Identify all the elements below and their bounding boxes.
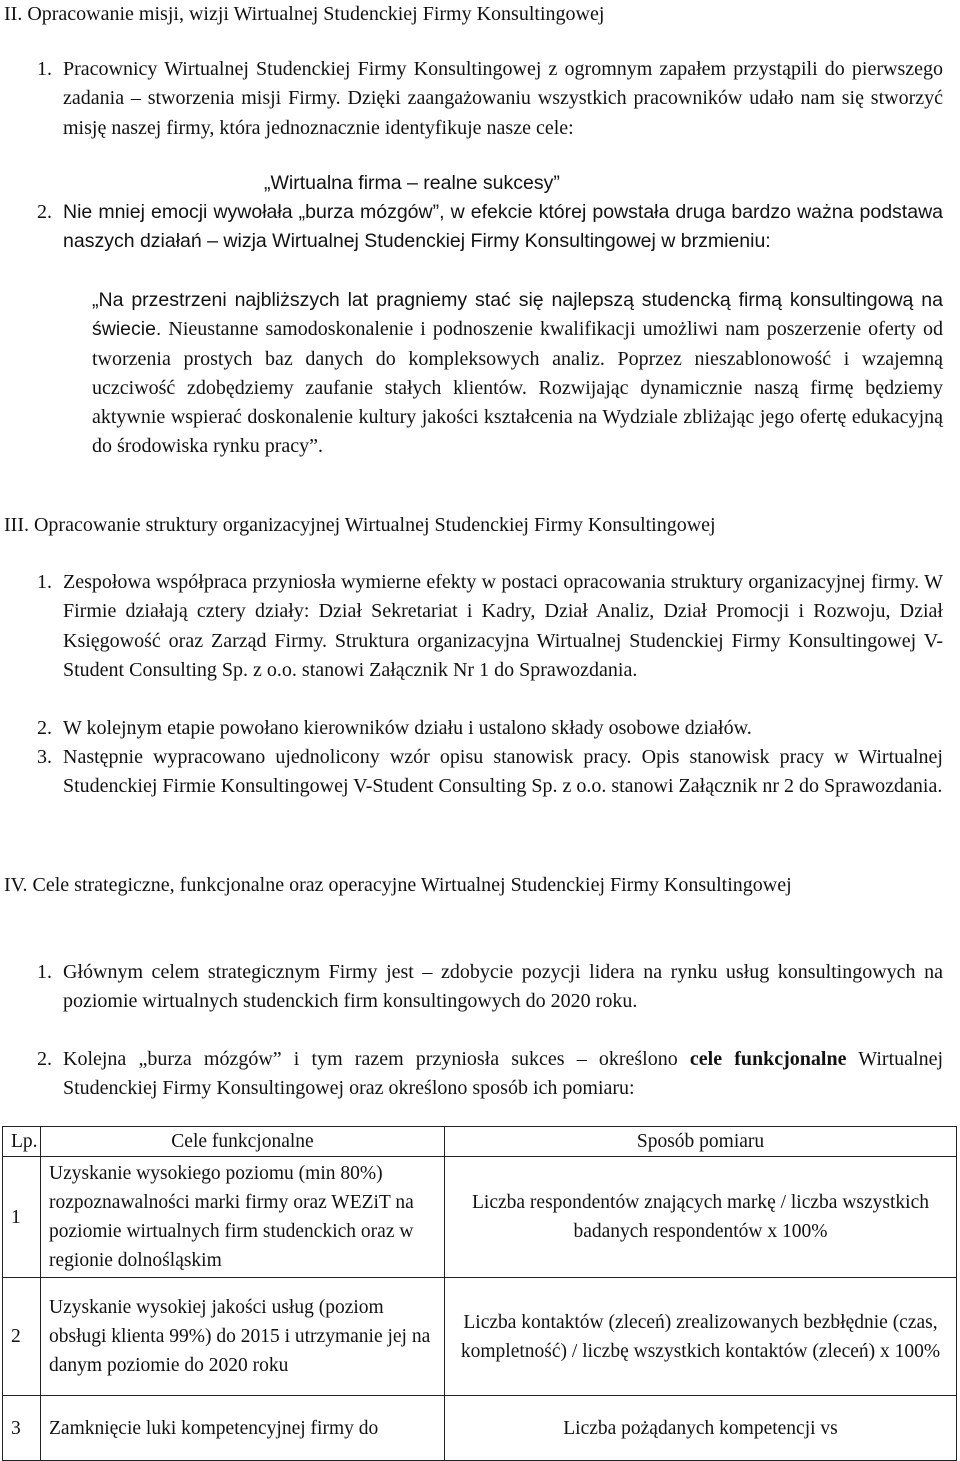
table-header-goals: Cele funkcjonalne bbox=[41, 1127, 445, 1157]
functional-goals-text-b: Wirtualnej Studenckiej Firmy Konsultingowej oraz określono sposób ich pomiaru: bbox=[63, 1048, 944, 1100]
table-header-measure: Sposób pomiaru bbox=[445, 1127, 957, 1157]
functional-goals-table bbox=[2, 1126, 957, 1461]
vision-quote-part-b: Nieustanne samodoskonalenie i podnoszenie kwalifikacji umożliwi nam poszerzenie oferty od tworzenia prostych baz danych do kompleksowych analiz. Poprzez nieszablonowość i wzajemną uczciwość zdobędziemy zaufanie stałych klientów. Rozwijając dynamicznie naszą firmę będziemy aktywnie wspierać doskonalenie kultury jakości kształcenia na Wydziale zbliżając jego ofertę edukacyjną do środowiska rynku pracy”. bbox=[92, 318, 943, 458]
job-description-paragraph: Następnie wypracowano ujednolicony wzór opisu stanowisk pracy. Opis stanowisk pracy w Wirtualnej Studenckiej Firmie Konsultingowej V-Student Consulting Sp. z o.o. stanowi Załącznik nr 2 do Sprawozdania. bbox=[63, 746, 943, 798]
vision-quote bbox=[92, 286, 943, 462]
mission-quote: „Wirtualna firma – realne sukcesy” bbox=[264, 172, 560, 194]
table-cell-lp: 1 bbox=[3, 1157, 41, 1278]
table-cell-measure: Liczba respondentów znających markę / liczba wszystkich badanych respondentów x 100% bbox=[445, 1157, 957, 1278]
table-cell-measure: Liczba pożądanych kompetencji vs bbox=[445, 1396, 957, 1461]
item-number: 3. bbox=[37, 746, 52, 768]
item-number: 2. bbox=[37, 201, 52, 223]
structure-paragraph: Zespołowa współpraca przyniosła wymierne efekty w postaci opracowania struktury organizacyjnej firmy. W Firmie działają cztery działy: Dział Sekretariat i Kadry, Dział Analiz, Dział Promocji i Rozwoju, Dział Księgowość oraz Zarząd Firmy. Struktura organizacyjna Wirtualnej Studenckiej Firmy Konsultingowej V-Student Consulting Sp. z o.o. stanowi Załącznik Nr 1 do Sprawozdania. bbox=[63, 571, 943, 681]
item-number: 1. bbox=[37, 961, 52, 983]
item-number: 2. bbox=[37, 1048, 52, 1070]
table-cell-lp: 3 bbox=[3, 1396, 41, 1461]
table-row bbox=[3, 1396, 957, 1461]
table-cell-goal: Zamknięcie luki kompetencyjnej firmy do bbox=[41, 1396, 445, 1461]
table-header-row bbox=[3, 1127, 957, 1157]
vision-intro-paragraph: Nie mniej emocji wywołała „burza mózgów”, w efekcie której powstała druga bardzo ważna podstawa naszych działań – wizja Wirtualnej Studenckiej Firmy Konsultingowej w brzmieniu: bbox=[63, 201, 943, 253]
item-number: 2. bbox=[37, 717, 52, 739]
table-cell-lp: 2 bbox=[3, 1278, 41, 1396]
functional-goals-paragraph bbox=[63, 1045, 943, 1104]
item-number: 1. bbox=[37, 571, 52, 593]
table-row bbox=[3, 1278, 957, 1396]
table-row bbox=[3, 1157, 957, 1278]
functional-goals-bold: cele funkcjonalne bbox=[689, 1048, 847, 1070]
table-header-lp: Lp. bbox=[3, 1127, 41, 1157]
table-cell-measure: Liczba kontaktów (zleceń) zrealizowanych bezbłędnie (czas, kompletność) / liczbę wszystkich kontaktów (zleceń) x 100% bbox=[445, 1278, 957, 1396]
functional-goals-text-a: Kolejna „burza mózgów” i tym razem przyniosła sukces – określono bbox=[63, 1048, 690, 1070]
section-heading-ii: II. Opracowanie misji, wizji Wirtualnej Studenckiej Firmy Konsultingowej bbox=[4, 3, 605, 25]
mission-paragraph: Pracownicy Wirtualnej Studenckiej Firmy Konsultingowej z ogromnym zapałem przystąpili do pierwszego zadania – stworzenia misji Firmy. Dzięki zaangażowaniu wszystkich pracowników udało nam się stworzyć misję naszej firmy, która jednoznacznie identyfikuje nasze cele: bbox=[63, 58, 943, 139]
section-heading-iv: IV. Cele strategiczne, funkcjonalne oraz operacyjne Wirtualnej Studenckiej Firmy Konsultingowej bbox=[4, 874, 792, 896]
strategic-goal-paragraph: Głównym celem strategicznym Firmy jest – zdobycie pozycji lidera na rynku usług konsultingowych na poziomie wirtualnych studenckich firm konsultingowych do 2020 roku. bbox=[63, 961, 943, 1013]
managers-paragraph: W kolejnym etapie powołano kierowników działu i ustalono składy osobowe działów. bbox=[63, 717, 752, 739]
table-cell-goal: Uzyskanie wysokiej jakości usług (poziom obsługi klienta 99%) do 2015 i utrzymanie jej na danym poziomie do 2020 roku bbox=[41, 1278, 445, 1396]
item-number: 1. bbox=[37, 58, 52, 80]
section-heading-iii: III. Opracowanie struktury organizacyjnej Wirtualnej Studenckiej Firmy Konsultingowej bbox=[4, 514, 716, 536]
table-cell-goal: Uzyskanie wysokiego poziomu (min 80%) rozpoznawalności marki firmy oraz WEZiT na poziomie wirtualnych firm studenckich oraz w regionie dolnośląskim bbox=[41, 1157, 445, 1278]
vision-quote-part-a: „Na przestrzeni najbliższych lat pragniemy stać się najlepszą studencką firmą konsultingową na świecie. bbox=[92, 289, 943, 341]
